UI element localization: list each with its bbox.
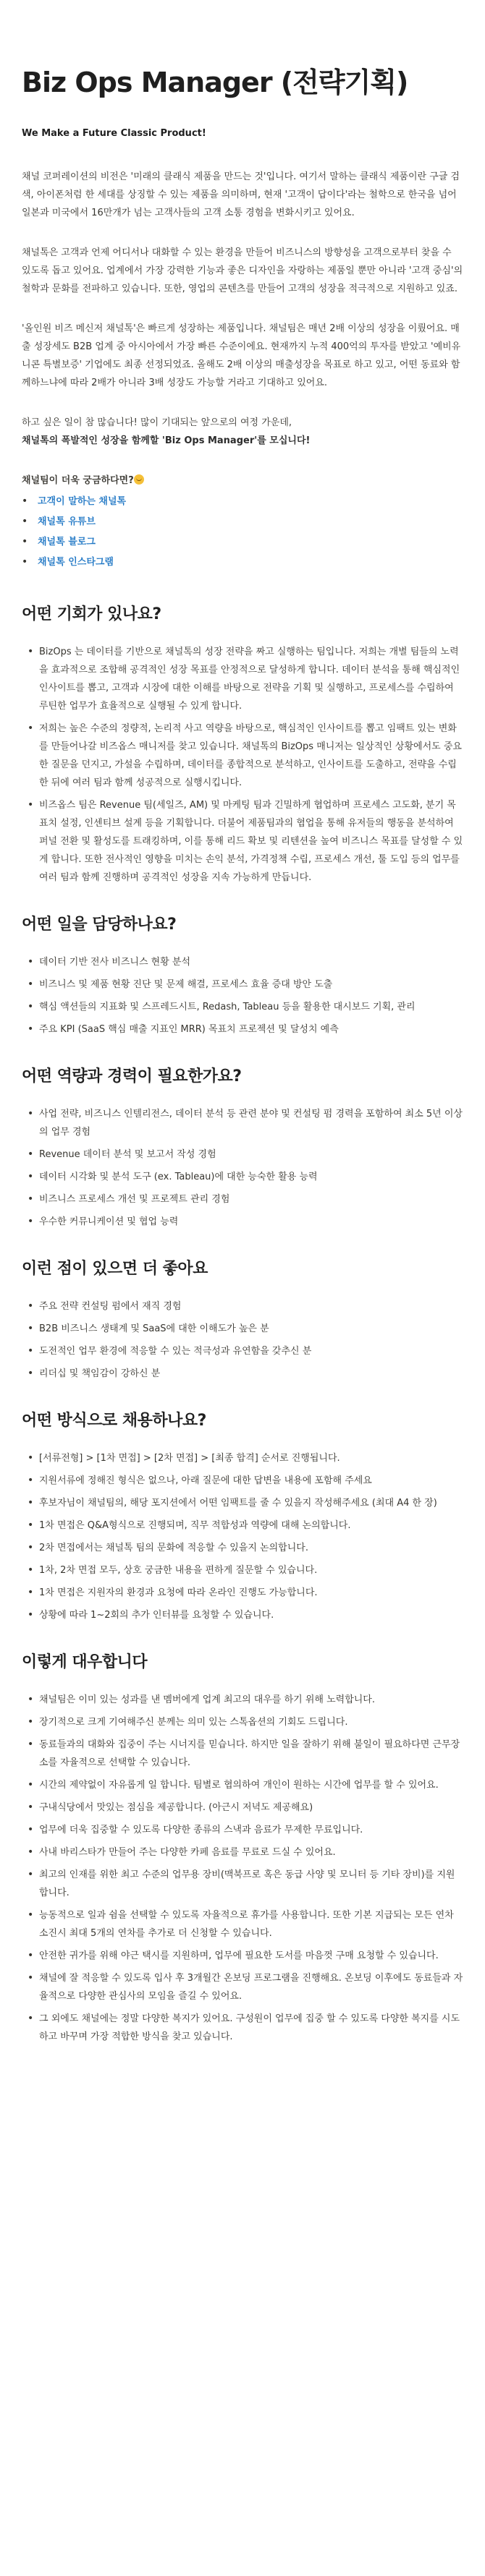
- section-list: [22, 1449, 463, 1624]
- list-item: • 능동적으로 일과 쉼을 선택할 수 있도록 자율적으로 휴가를 사용합니다. 또한 기본 지급되는 모든 연차 소진시 최대 5개의 연차를 추가로 더 신청할 수 있습니다.: [39, 1906, 463, 1942]
- list-item: [38, 533, 463, 551]
- list-item: • 비즈니스 및 제품 현황 진단 및 문제 해결, 프로세스 효율 증대 방안 도출: [39, 976, 463, 994]
- list-item: [38, 513, 463, 531]
- section-heading: 어떤 방식으로 채용하나요?: [22, 1412, 206, 1430]
- list-item: • 채널에 잘 적응할 수 있도록 입사 후 3개월간 온보딩 프로그램을 진행해요. 온보딩 이후에도 동료들과 자율적으로 다양한 관심사의 모임을 즐길 수 있어요.: [39, 1969, 463, 2005]
- list-item: • 주요 KPI (SaaS 핵심 매출 지표인 MRR) 목표치 프로젝션 및 달성치 예측: [39, 1020, 463, 1038]
- link-instagram[interactable]: 채널톡 인스타그램: [38, 557, 114, 568]
- list-item: [38, 553, 463, 571]
- list-item: • 리더십 및 책임감이 강하신 분: [39, 1365, 463, 1383]
- list-item: • BizOps 는 데이터를 기반으로 채널톡의 성장 전략을 짜고 실행하는 팀입니다. 저희는 개별 팀들의 노력을 효과적으로 조합해 공격적인 성장 목표를 안정적으로 달성하게 합니다. 데이터 분석을 통해 핵심적인 인사이트를 뽑고, 고객과 시장에 대한 이해를 바탕으로 전략을 기획 및 실행하고, 프로세스를 수립하여 루틴한 업무가 효율적으로 실행될 수 있게 합니다.: [39, 643, 463, 715]
- smiling-face-icon: [134, 474, 144, 485]
- section-list: [22, 1297, 463, 1383]
- list-item: • 상황에 따라 1~2회의 추가 인터뷰를 요청할 수 있습니다.: [39, 1606, 463, 1624]
- list-item: • 1차, 2차 면접 모두, 상호 궁금한 내용을 편하게 질문할 수 있습니다.: [39, 1561, 463, 1579]
- section-heading: 이런 점이 있으면 더 좋아요: [22, 1260, 208, 1278]
- list-item: • Revenue 데이터 분석 및 보고서 작성 경험: [39, 1146, 463, 1164]
- list-item: • 비즈옵스 팀은 Revenue 팀(세일즈, AM) 및 마케팅 팀과 긴밀하게 협업하며 프로세스 고도화, 분기 목표치 설정, 인센티브 설계 등을 기획합니다. 더불어 제품팀과의 협업을 통해 유저들의 행동을 분석하여 퍼널 전환 및 활성도를 트래킹하며, 이를 통해 리드 확보 및 리텐션을 높여 비즈니스 목표를 달성할 수 있게 합니다. 또한 전사적인 영향을 미치는 손익 분석, 가격정책 수립, 프로세스 개선, 툴 도입 등의 업무를 여러 팀과 함께 진행하며 공격적인 성장을 지속 가능하게 만듭니다.: [39, 796, 463, 887]
- list-item: • 사업 전략, 비즈니스 인텔리전스, 데이터 분석 등 관련 분야 및 컨설팅 펌 경력을 포함하여 최소 5년 이상의 업무 경험: [39, 1105, 463, 1141]
- intro-paragraph-2: 채널톡은 고객과 언제 어디서나 대화할 수 있는 환경을 만들어 비즈니스의 방향성을 고객으로부터 찾을 수 있도록 돕고 있어요. 업계에서 가장 강력한 기능과 좋은 디자인을 자랑하는 제품일 뿐만 아니라 '고객 중심'의 철학과 문화를 전파하고 있습니다. 또한, 영업의 콘텐츠를 만들어 고객의 성장을 적극적으로 지원하고 있죠.: [22, 247, 463, 294]
- closing-line-1: 하고 싶은 일이 참 많습니다! 많이 기대되는 앞으로의 여정 가운데,: [22, 417, 292, 428]
- list-item: • 주요 전략 컨설팅 펌에서 재직 경험: [39, 1297, 463, 1315]
- list-item: • 핵심 액션들의 지표화 및 스프레드시트, Redash, Tableau 등을 활용한 대시보드 기획, 관리: [39, 998, 463, 1016]
- list-item: • 채널팀은 이미 있는 성과를 낸 멤버에게 업계 최고의 대우를 하기 위해 노력합니다.: [39, 1691, 463, 1709]
- list-item: • 동료들과의 대화와 집중이 주는 시너지를 믿습니다. 하지만 일을 잘하기 위해 불일이 필요하다면 근무장소를 자율적으로 선택할 수 있습니다.: [39, 1736, 463, 1772]
- list-item: • 구내식당에서 맛있는 점심을 제공합니다. (아근시 저녁도 제공해요): [39, 1799, 463, 1817]
- list-item: • 업무에 더욱 집중할 수 있도록 다양한 종류의 스낵과 음료가 무제한 무료입니다.: [39, 1821, 463, 1839]
- list-item: • 2차 면접에서는 채널톡 팀의 문화에 적응할 수 있을지 논의합니다.: [39, 1539, 463, 1557]
- list-item: [38, 492, 463, 511]
- list-item: • [서류전형] > [1차 면접] > [2차 면접] > [최종 합격] 순서로 진행됩니다.: [39, 1449, 463, 1467]
- list-item: • B2B 비즈니스 생태계 및 SaaS에 대한 이해도가 높은 분: [39, 1320, 463, 1338]
- list-item: • 장기적으로 크게 기여해주신 분께는 의미 있는 스톡옵션의 기회도 드립니다.: [39, 1713, 463, 1731]
- page-title: Biz Ops Manager (전략기획): [22, 67, 408, 98]
- section-list: [22, 643, 463, 887]
- closing-line-2: 채널톡의 폭발적인 성장을 함께할 'Biz Ops Manager'를 모십니다!: [22, 435, 311, 446]
- list-item: • 저희는 높은 수준의 정량적, 논리적 사고 역량을 바탕으로, 핵심적인 인사이트를 뽑고 임팩트 있는 변화를 만들어나갈 비즈옵스 매니저를 찾고 있습니다. 채널톡의 BizOps 매니저는 일상적인 상황에서도 중요한 질문을 던지고, 가설을 수립하며, 데이터를 종합적으로 분석하고, 인사이트를 도출하고, 전략을 수립한 뒤에 여러 팀과 함께 성공적으로 실행시킵니다.: [39, 720, 463, 792]
- intro-paragraph-1: 채널 코퍼레이션의 비전은 '미래의 클래식 제품을 만드는 것'입니다. 여기서 말하는 클래식 제품이란 구글 검색, 아이폰처럼 한 세대를 상징할 수 있는 제품을 의미하며, 현재 '고객이 답이다'라는 철학으로 한국을 넘어 일본과 미국에서 16만개가 넘는 고객사들의 고객 소통 경험을 변화시키고 있어요.: [22, 171, 460, 218]
- list-item: • 데이터 시각화 및 분석 도구 (ex. Tableau)에 대한 능숙한 활용 능력: [39, 1168, 463, 1186]
- closing-paragraph: [22, 414, 463, 450]
- list-item: • 1차 면접은 지원자의 환경과 요청에 따라 온라인 진행도 가능합니다.: [39, 1584, 463, 1602]
- list-item: • 사내 바리스타가 만들어 주는 다양한 카페 음료를 무료로 드실 수 있어요.: [39, 1843, 463, 1861]
- list-item: • 1차 면접은 Q&A형식으로 진행되며, 직무 적합성과 역량에 대해 논의합니다.: [39, 1517, 463, 1535]
- list-item: • 안전한 귀가를 위해 야근 택시를 지원하며, 업무에 필요한 도서를 마음껏 구매 요청할 수 있습니다.: [39, 1947, 463, 1965]
- curious-heading: [22, 472, 463, 490]
- section-list: [22, 1105, 463, 1231]
- section-heading: 어떤 일을 담당하나요?: [22, 916, 177, 934]
- section-list: [22, 953, 463, 1038]
- page-subtitle: We Make a Future Classic Product!: [22, 128, 206, 139]
- intro-paragraph-3: '올인원 비즈 메신저 채널톡'은 빠르게 성장하는 제품입니다. 채널팀은 매년 2배 이상의 성장을 이뤘어요. 매출 성장세도 B2B 업계 중 아시아에서 가장 빠른 수준이에요. 현재까지 누적 400억의 투자를 받았고 '예비유니콘 특별보증' 기업에도 최종 선정되었죠. 올해도 2배 이상의 매출성장을 목표로 하고 있고, 어떤 동료와 함께하느냐에 따라 2배가 아니라 3배 성장도 가능할 거라고 기대하고 있어요.: [22, 323, 461, 388]
- section-list: [22, 1691, 463, 2046]
- link-blog[interactable]: 채널톡 블로그: [38, 537, 96, 547]
- channel-links-list: [22, 492, 463, 571]
- link-youtube[interactable]: 채널톡 유튜브: [38, 516, 96, 527]
- curious-label: 채널팀이 더욱 궁금하다면?: [22, 475, 134, 486]
- list-item: • 우수한 커뮤니케이션 및 협업 능력: [39, 1213, 463, 1231]
- link-customer-stories[interactable]: 고객이 말하는 채널톡: [38, 496, 127, 507]
- section-heading: 어떤 역량과 경력이 필요한가요?: [22, 1067, 242, 1086]
- section-heading: 이렇게 대우합니다: [22, 1653, 148, 1671]
- list-item: • 후보자님이 채널팀의, 해당 포지션에서 어떤 임팩트를 줄 수 있을지 작성해주세요 (최대 A4 한 장): [39, 1494, 463, 1512]
- list-item: • 비즈니스 프로세스 개선 및 프로젝트 관리 경험: [39, 1190, 463, 1208]
- list-item: • 지원서류에 정해진 형식은 없으나, 아래 질문에 대한 답변을 내용에 포함해 주세요: [39, 1472, 463, 1490]
- list-item: • 데이터 기반 전사 비즈니스 현황 분석: [39, 953, 463, 971]
- list-item: • 도전적인 업무 환경에 적응할 수 있는 적극성과 유연함을 갖추신 분: [39, 1342, 463, 1360]
- section-heading: 어떤 기회가 있나요?: [22, 605, 161, 623]
- list-item: • 그 외에도 채널에는 정말 다양한 복지가 있어요. 구성원이 업무에 집중 할 수 있도록 다양한 복지를 시도하고 바꾸며 가장 적합한 방식을 찾고 있습니다.: [39, 2010, 463, 2046]
- sections-container: [22, 604, 463, 2046]
- list-item: • 최고의 인재를 위한 최고 수준의 업무용 장비(맥북프로 혹은 동급 사양 및 모니터 등 기타 장비)를 지원합니다.: [39, 1866, 463, 1902]
- list-item: • 시간의 제약없이 자유롭게 일 합니다. 팀별로 협의하여 개인이 원하는 시간에 업무를 할 수 있어요.: [39, 1776, 463, 1794]
